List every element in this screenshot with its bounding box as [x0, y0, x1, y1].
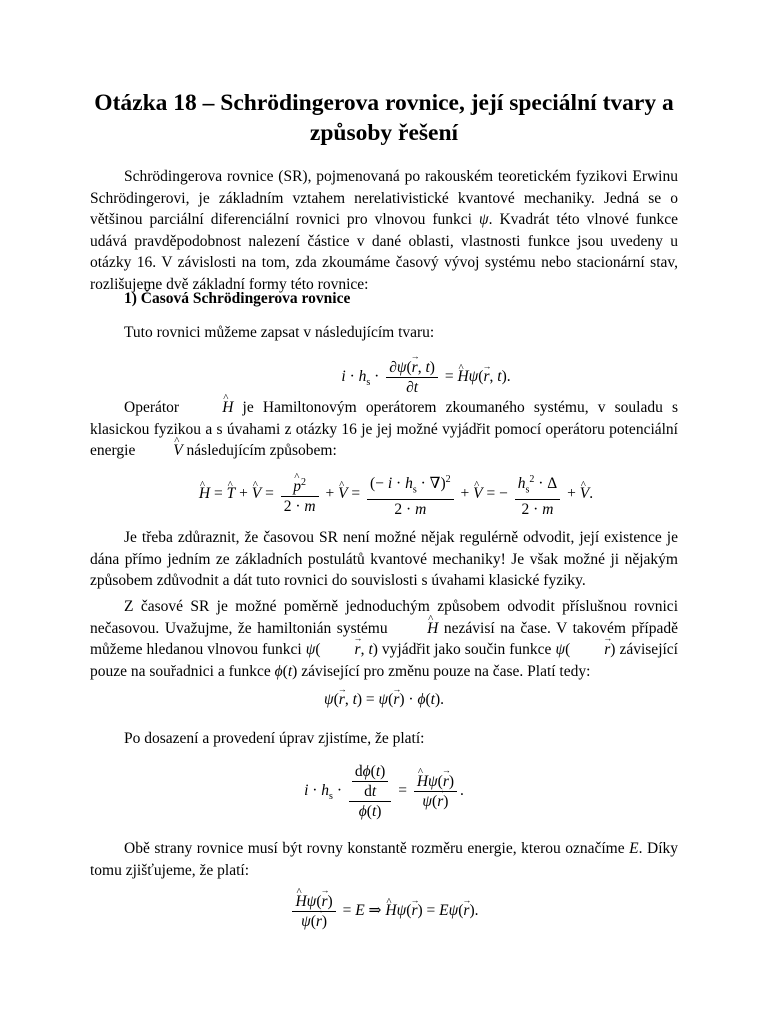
equation-stationary: $\frac{H \^{}\psi(r \to)}{\psi(r \to)}$ = E ⇒ H ^ψ(r →) = Eψ(r →). — [90, 892, 678, 931]
page-title: Otázka 18 – Schrödingerova rovnice, její speciální tvary a způsoby řešení — [94, 90, 674, 146]
note-paragraph: Je třeba zdůraznit, že časovou SR není možné nějak regulérně odvodit, její existence je dána přímo jedním ze základních postulátů kvantové mechaniky! Je však možné ji nějakým způsobem zdůvodnit a dát tuto rovnici do souvislosti s úvahami klasické fyziky. — [90, 529, 678, 590]
constant-paragraph: Obě strany rovnice musí být rovny konstantě rozměru energie, kterou označíme E. Díky tomu zjišťujeme, že platí: — [90, 840, 678, 879]
operator-paragraph: Operátor H ^ je Hamiltonovým operátorem zkoumaného systému, v souladu s klasickou fyzikou a s úvahami z otázky 16 je jej možné vyjádřit pomocí operátoru potenciální energie V ^ následujícím způsobem: — [90, 397, 678, 462]
write-paragraph: Tuto rovnici můžeme zapsat v následujícím tvaru: — [124, 324, 435, 341]
equation-separation: ψ(r →, t) = ψ(r →) · ϕ(t). — [90, 690, 678, 710]
section-heading: 1) Časová Schrödingerova rovnice — [124, 290, 351, 307]
intro-paragraph: Schrödingerova rovnice (SR), pojmenovaná po rakouském teoretickém fyzikovi Erwinu Schrödingerovi, je základním vztahem nerelativistické kvantové mechaniky. Jedná se o většinou parciální diferenciální rovnici pro vlnovou funkci ψ. Kvadrát této vlnové funkce udává pravděpodobnost nalezení částice v dané oblasti, vlastnosti funkce jsou uvedeny u otázky 16. V závislosti na tom, zda zkoumáme časový vývoj systému nebo stacionární stav, rozlišujeme dvě základní formy této rovnice: — [90, 168, 678, 293]
equation-separated: $i \cdot h_s$ · $\frac{\frac{d\phi(t)}{dt}}{\phi(t)}$ = $\frac{H \^{}\psi(r \to)}{\psi(r \to)}$ . — [90, 762, 678, 821]
equation-time-dependent: $i \cdot h_s$ · $\frac{\partial\psi(r \to, t)}{\partial t}$ = H ^ψ(r →, t). — [132, 358, 720, 397]
substitution-paragraph: Po dosazení a provedení úprav zjistíme, že platí: — [124, 730, 425, 747]
equation-hamiltonian: H ^ = T ^ + V ^ = $\frac{p \^{}^2}{2 \cdot m}$ + V ^ = $\frac{(- i \cdot h_s \cdot \nabla)^2}{2 \cdot m}$ + V ^ = − $\frac{h_s^2 \cdot \Delta}{2 \cdot m}$ + V ^. — [102, 470, 690, 519]
stationary-paragraph: Z časové SR je možné poměrně jednoduchým způsobem odvodit příslušnou rovnici nečasovou. Uvažujme, že hamiltonián systému H ^ nezávisí na čase. V takovém případě můžeme hledanou vlnovou funkci ψ( r →, t) vyjádřit jako součin funkce ψ( r →) závisející pouze na souřadnici a funkce ϕ(t) závisející pro změnu pouze na čase. Platí tedy: — [90, 596, 678, 682]
